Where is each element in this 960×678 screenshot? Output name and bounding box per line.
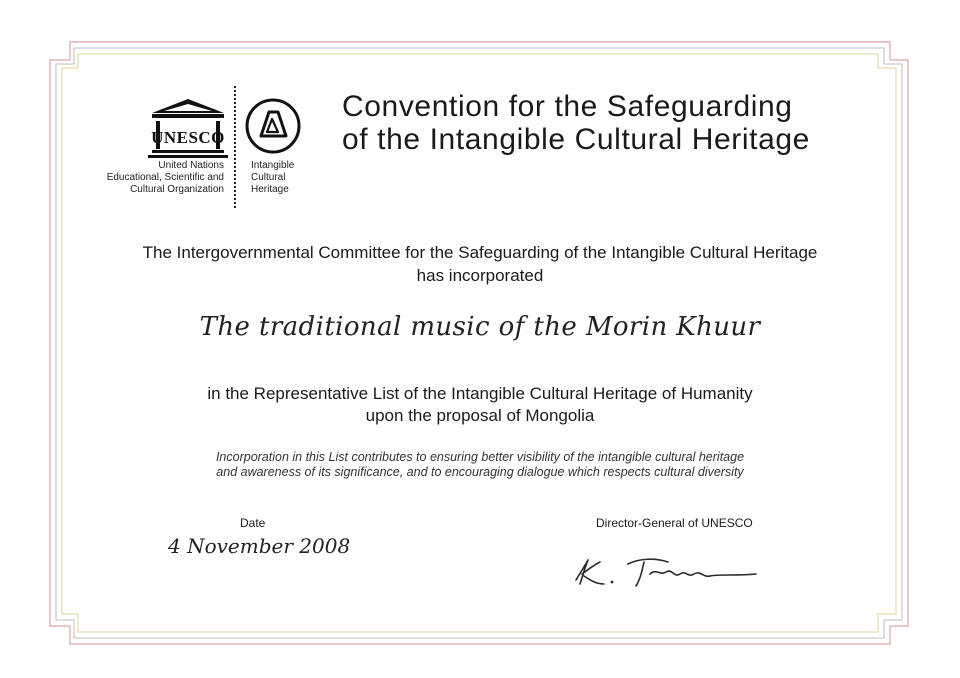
committee-line: has incorporated — [416, 266, 544, 285]
list-line: in the Representative List of the Intangible Cultural Heritage of Humanity — [207, 384, 753, 403]
ich-caption-line: Heritage — [251, 184, 289, 195]
incorporation-note — [60, 450, 900, 480]
date-label: Date — [240, 516, 266, 530]
logo-divider — [234, 86, 236, 208]
signature-image — [570, 554, 770, 590]
ich-caption — [251, 160, 294, 196]
unesco-caption-line: Educational, Scientific and — [106, 172, 224, 183]
unesco-caption-line: United Nations — [158, 160, 224, 171]
list-statement — [60, 383, 900, 427]
committee-line: The Intergovernmental Committee for the Safeguarding of the Intangible Cultural Heritage — [142, 243, 818, 262]
title-line: of the Intangible Cultural Heritage — [342, 123, 810, 156]
ich-caption-line: Cultural — [251, 172, 286, 183]
unesco-logo-text: UNESCO — [151, 128, 225, 147]
heritage-element-name: The traditional music of the Morin Khuur — [199, 312, 761, 342]
note-line: and awareness of its significance, and to encouraging dialogue which respects cultural diversity — [216, 465, 744, 479]
note-line: Incorporation in this List contributes to ensuring better visibility of the intangible cultural heritage — [215, 450, 745, 464]
convention-title — [342, 90, 882, 156]
committee-statement — [60, 241, 900, 287]
director-general-label: Director-General of UNESCO — [596, 516, 753, 530]
date-value: 4 November 2008 — [168, 534, 351, 558]
unesco-caption-line: Cultural Organization — [130, 184, 224, 195]
title-line: Convention for the Safeguarding — [342, 90, 793, 123]
ich-emblem-icon — [244, 97, 302, 155]
ich-caption-line: Intangible — [251, 160, 295, 171]
unesco-logo — [148, 97, 228, 159]
unesco-caption — [100, 160, 224, 196]
list-line: upon the proposal of Mongolia — [365, 406, 595, 425]
